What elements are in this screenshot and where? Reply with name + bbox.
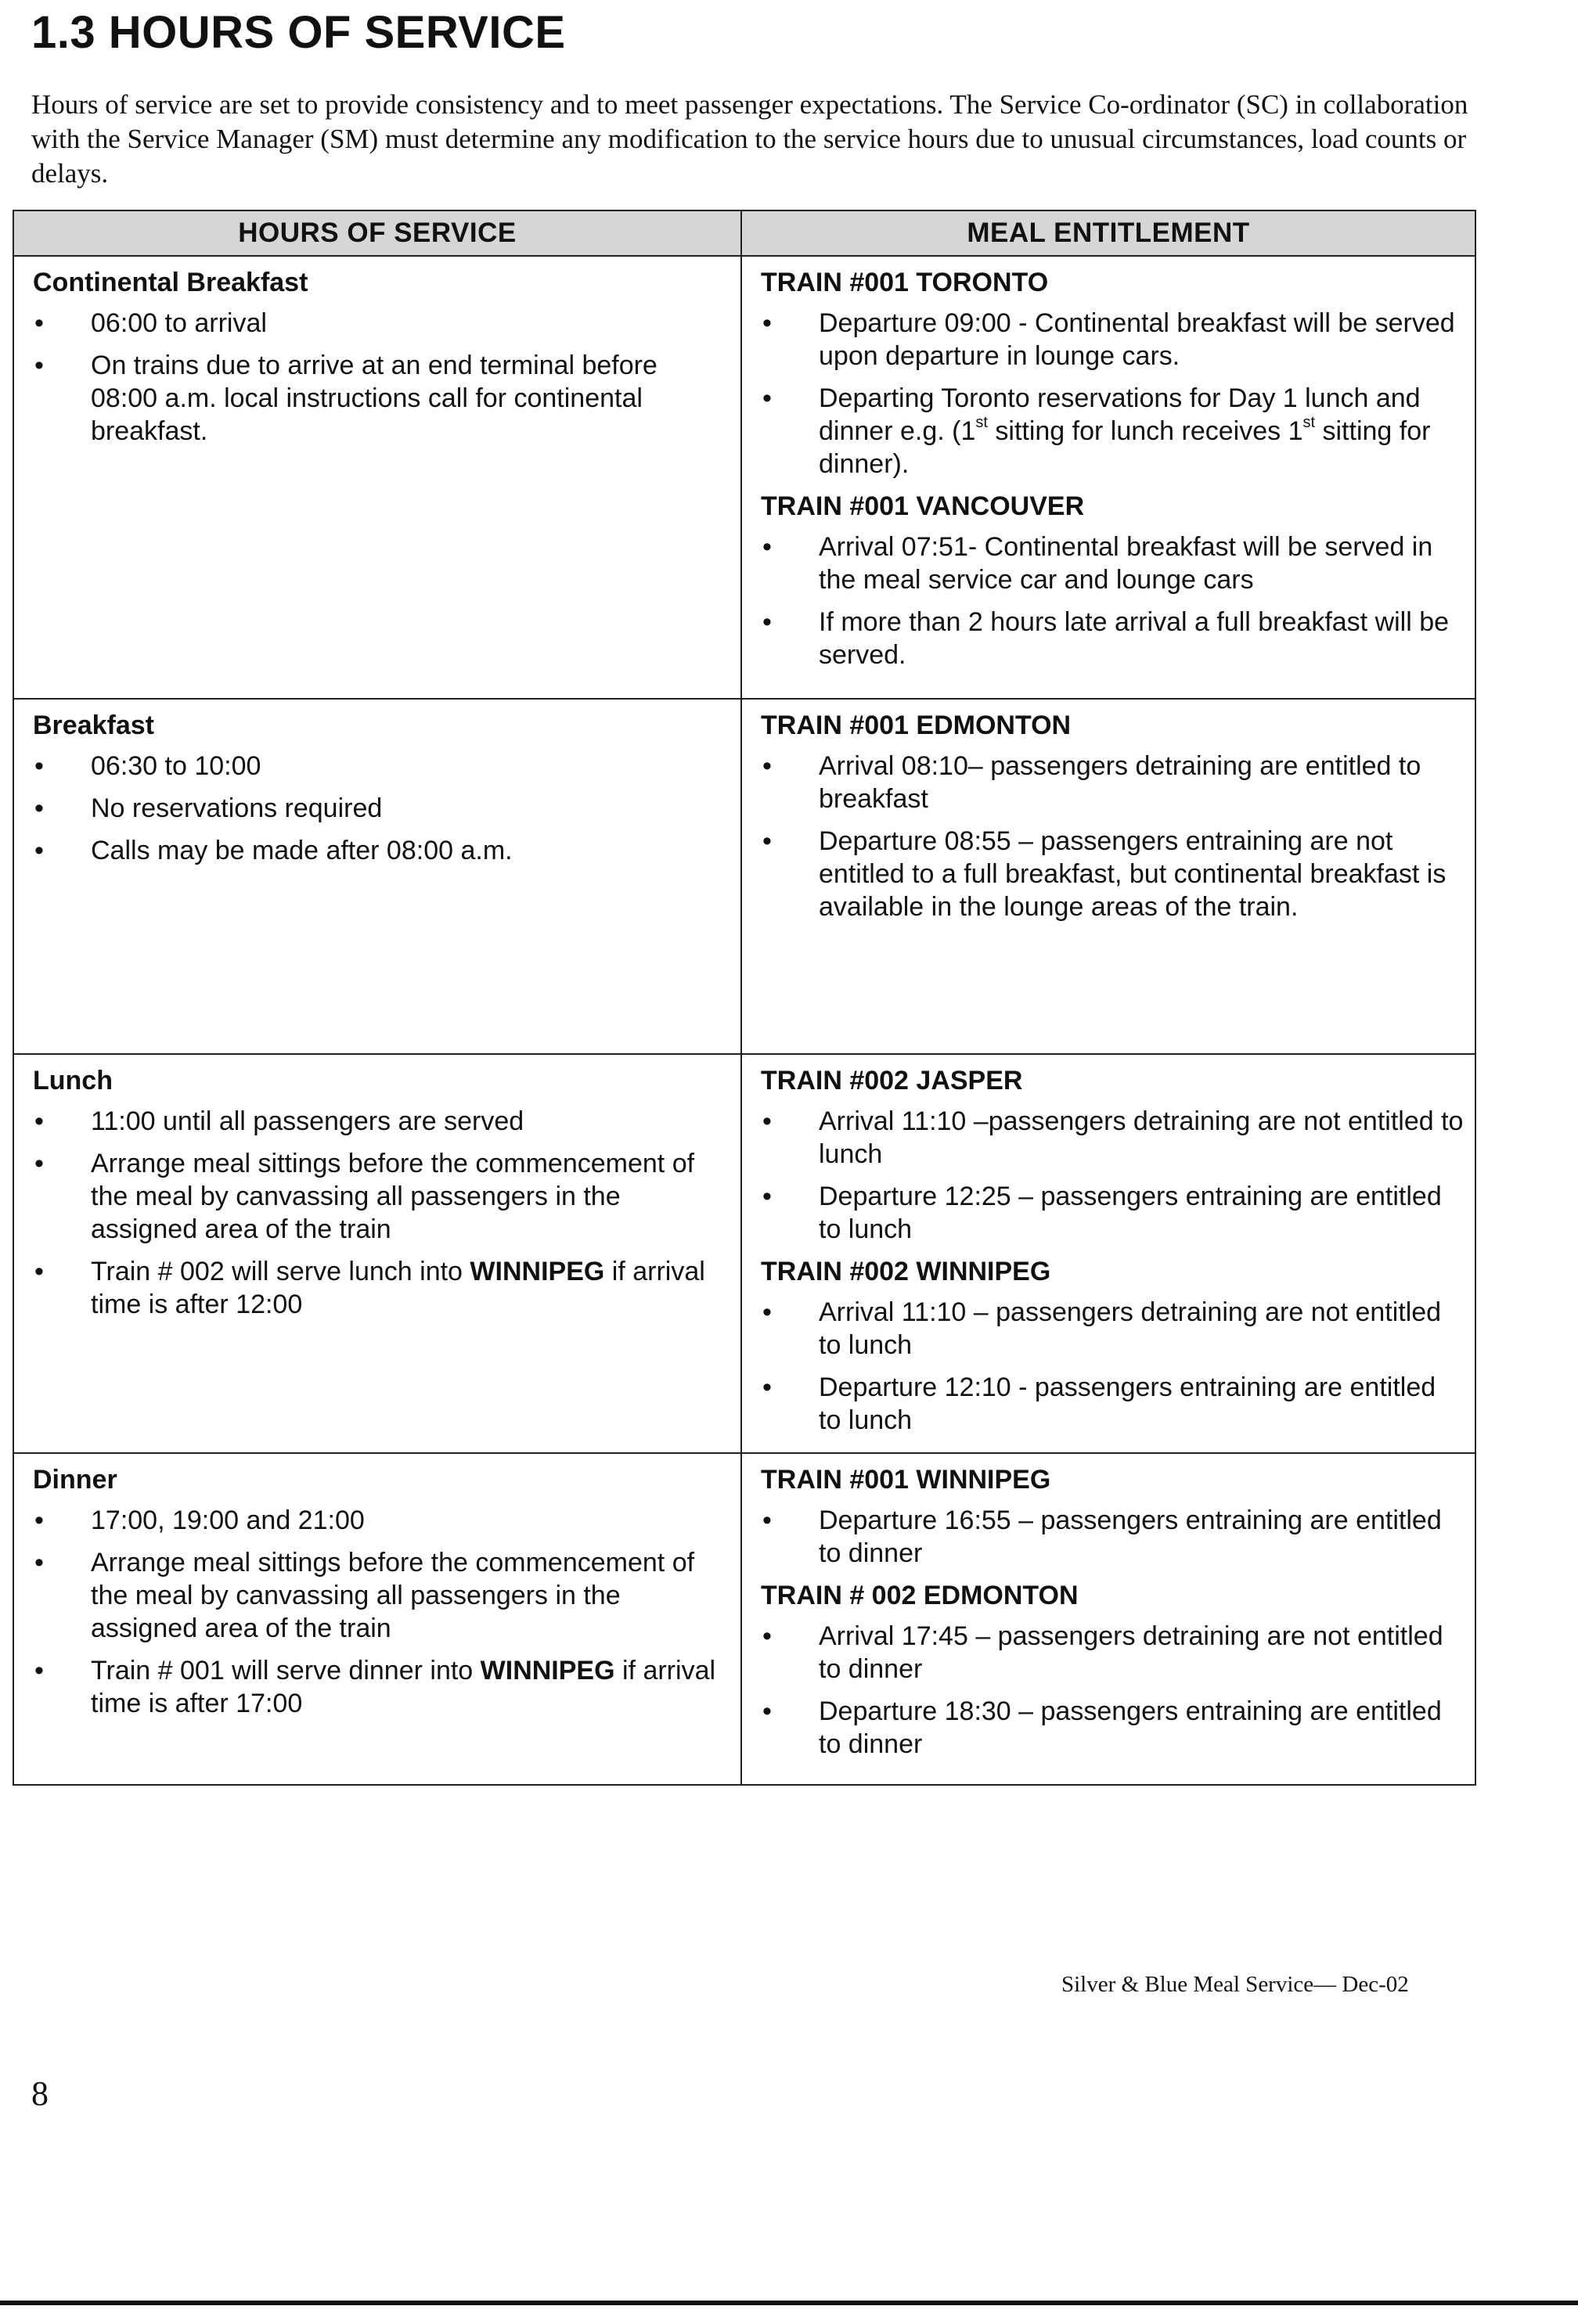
list-item: • 06:00 to arrival (33, 307, 730, 340)
list-item: • Arrival 11:10 – passengers detraining are not entitled to lunch (761, 1296, 1464, 1362)
list-item: • Arrival 07:51- Continental breakfast will be served in the meal service car and lounge cars (761, 531, 1464, 596)
list-item: • Train # 002 will serve lunch into WINNIPEG if arrival time is after 12:00 (33, 1255, 730, 1321)
hours-list (33, 1105, 730, 1321)
bottom-divider (0, 2301, 1578, 2305)
sup-text: Departing Toronto reservations for Day 1 lunch and dinner e.g. (1st sitting for lunch receives 1st sitting for dinner). (819, 383, 1431, 479)
meal-title: Dinner (33, 1465, 117, 1495)
entitlement-list (761, 1620, 1464, 1761)
list-item: • Arrival 17:45 – passengers detraining are not entitled to dinner (761, 1620, 1464, 1685)
list-item: • Arrival 11:10 –passengers detraining are not entitled to lunch (761, 1105, 1464, 1171)
section-title: 1.3 HOURS OF SERVICE (31, 7, 566, 58)
hours-list (33, 307, 730, 448)
train-title: TRAIN #001 TORONTO (761, 268, 1049, 297)
train-title: TRAIN #002 WINNIPEG (761, 1257, 1051, 1286)
hours-cell (13, 699, 741, 1054)
publication-footer: Silver & Blue Meal Service— Dec-02 (1061, 1972, 1409, 1997)
entitlement-cell (741, 699, 1475, 1054)
entitlement-list (761, 750, 1464, 923)
train-title: TRAIN # 002 EDMONTON (761, 1581, 1079, 1610)
hours-list (33, 750, 730, 867)
hours-cell (13, 256, 741, 699)
table-row (13, 699, 1475, 1054)
list-item: • No reservations required (33, 792, 730, 825)
table-row (13, 1453, 1475, 1785)
list-item: • If more than 2 hours late arrival a full breakfast will be served. (761, 606, 1464, 671)
list-item: • Departure 08:55 – passengers entraining are not entitled to a full breakfast, but continental breakfast is available in the lounge areas of the train. (761, 825, 1464, 923)
train-title: TRAIN #001 WINNIPEG (761, 1465, 1051, 1495)
entitlement-list (761, 1105, 1464, 1246)
bold-keyword: WINNIPEG (480, 1656, 615, 1685)
column-header-hours: HOURS OF SERVICE (13, 210, 741, 256)
list-item: • 11:00 until all passengers are served (33, 1105, 730, 1138)
list-item: • Arrange meal sittings before the commencement of the meal by canvassing all passengers in the assigned area of the train (33, 1546, 730, 1645)
list-item: • Departure 16:55 – passengers entraining are entitled to dinner (761, 1504, 1464, 1570)
page-number: 8 (31, 2074, 49, 2113)
list-item: • Departure 12:25 – passengers entraining are entitled to lunch (761, 1180, 1464, 1246)
list-item (761, 382, 1464, 480)
meal-title: Continental Breakfast (33, 268, 308, 297)
entitlement-cell (741, 1453, 1475, 1785)
bold-keyword: WINNIPEG (470, 1257, 605, 1286)
list-item: • Departure 09:00 - Continental breakfast will be served upon departure in lounge cars. (761, 307, 1464, 372)
entitlement-list (761, 1296, 1464, 1437)
list-item: • Train # 001 will serve dinner into WINNIPEG if arrival time is after 17:00 (33, 1654, 730, 1720)
entitlement-cell (741, 1054, 1475, 1453)
entitlement-list (761, 1504, 1464, 1570)
train-title: TRAIN #001 VANCOUVER (761, 491, 1085, 521)
list-item: • On trains due to arrive at an end terminal before 08:00 a.m. local instructions call for continental breakfast. (33, 349, 730, 448)
hours-list (33, 1504, 730, 1720)
entitlement-list (761, 531, 1464, 671)
hours-of-service-table (13, 210, 1476, 1786)
hours-cell (13, 1453, 741, 1785)
ordinal-suffix: st (975, 413, 988, 431)
list-item: • Arrival 08:10– passengers detraining are entitled to breakfast (761, 750, 1464, 815)
entitlement-cell (741, 256, 1475, 699)
intro-paragraph: Hours of service are set to provide consistency and to meet passenger expectations. The Service Co-ordinator (SC) in collaboration with the Service Manager (SM) must determine any modification to the service hours due to unusual circumstances, load counts or delays. (31, 89, 1468, 189)
train-title: TRAIN #001 EDMONTON (761, 711, 1072, 740)
list-item: • Calls may be made after 08:00 a.m. (33, 834, 730, 867)
list-item: • Departure 12:10 - passengers entraining are entitled to lunch (761, 1371, 1464, 1437)
list-item: • Arrange meal sittings before the commencement of the meal by canvassing all passengers in the assigned area of the train (33, 1147, 730, 1246)
table-row (13, 1054, 1475, 1453)
list-item: • Departure 18:30 – passengers entraining are entitled to dinner (761, 1695, 1464, 1761)
list-item: • 06:30 to 10:00 (33, 750, 730, 782)
hours-cell (13, 1054, 741, 1453)
table-header-row (13, 210, 1475, 256)
meal-title: Lunch (33, 1066, 113, 1095)
column-header-entitlement: MEAL ENTITLEMENT (741, 210, 1475, 256)
table-row (13, 256, 1475, 699)
train-title: TRAIN #002 JASPER (761, 1066, 1023, 1095)
list-item: • 17:00, 19:00 and 21:00 (33, 1504, 730, 1537)
meal-title: Breakfast (33, 711, 154, 740)
ordinal-suffix: st (1302, 413, 1316, 431)
entitlement-list (761, 307, 1464, 480)
